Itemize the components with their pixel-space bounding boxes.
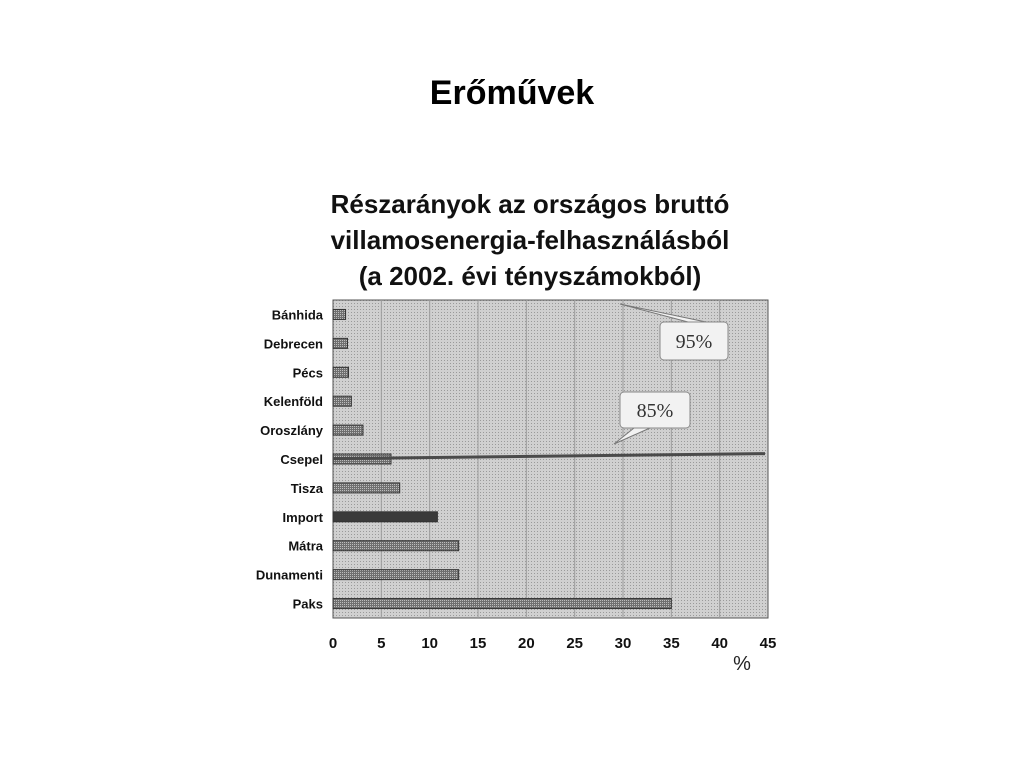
bar <box>333 425 363 435</box>
category-labels <box>256 307 324 611</box>
chart-title-line-3: (a 2002. évi tényszámokból) <box>358 261 702 291</box>
category-label: Csepel <box>280 452 323 467</box>
chart-title-line-2: villamosenergia-felhasználásból <box>330 225 730 255</box>
bar <box>333 396 351 406</box>
x-tick-label: 15 <box>469 635 487 652</box>
category-label: Kelenföld <box>263 394 323 410</box>
category-label: Paks <box>292 596 323 612</box>
bar <box>333 483 400 493</box>
category-label: Pécs <box>292 365 323 381</box>
slide-title: Erőművek <box>429 74 595 112</box>
bar <box>333 599 671 609</box>
x-tick-label: 30 <box>614 635 632 652</box>
bar <box>333 541 459 551</box>
category-label: Tisza <box>290 480 323 496</box>
bar <box>333 367 348 377</box>
category-label: Import <box>282 509 323 525</box>
x-tick-label: 25 <box>566 635 584 652</box>
x-axis-label: % <box>733 653 751 675</box>
bar <box>333 512 437 522</box>
bar <box>333 309 346 319</box>
x-tick-label: 20 <box>517 635 535 652</box>
chart-title-line-1: Részarányok az országos bruttó <box>330 189 730 219</box>
category-label: Bánhida <box>271 307 323 323</box>
category-label: Dunamenti <box>255 567 323 583</box>
callout-text: 95% <box>675 331 713 353</box>
bar <box>333 338 348 348</box>
category-label: Oroszlány <box>260 423 323 439</box>
x-tick-label: 5 <box>377 635 386 652</box>
x-tick-label: 10 <box>421 635 439 652</box>
x-tick-label: 45 <box>759 635 777 652</box>
bar <box>333 570 459 580</box>
category-label: Mátra <box>288 538 323 554</box>
x-tick-label: 40 <box>711 635 729 652</box>
callout-text: 85% <box>636 400 674 422</box>
category-label: Debrecen <box>263 336 323 352</box>
x-tick-labels <box>329 635 777 652</box>
x-tick-label: 0 <box>328 635 338 652</box>
x-tick-label: 35 <box>662 635 680 652</box>
